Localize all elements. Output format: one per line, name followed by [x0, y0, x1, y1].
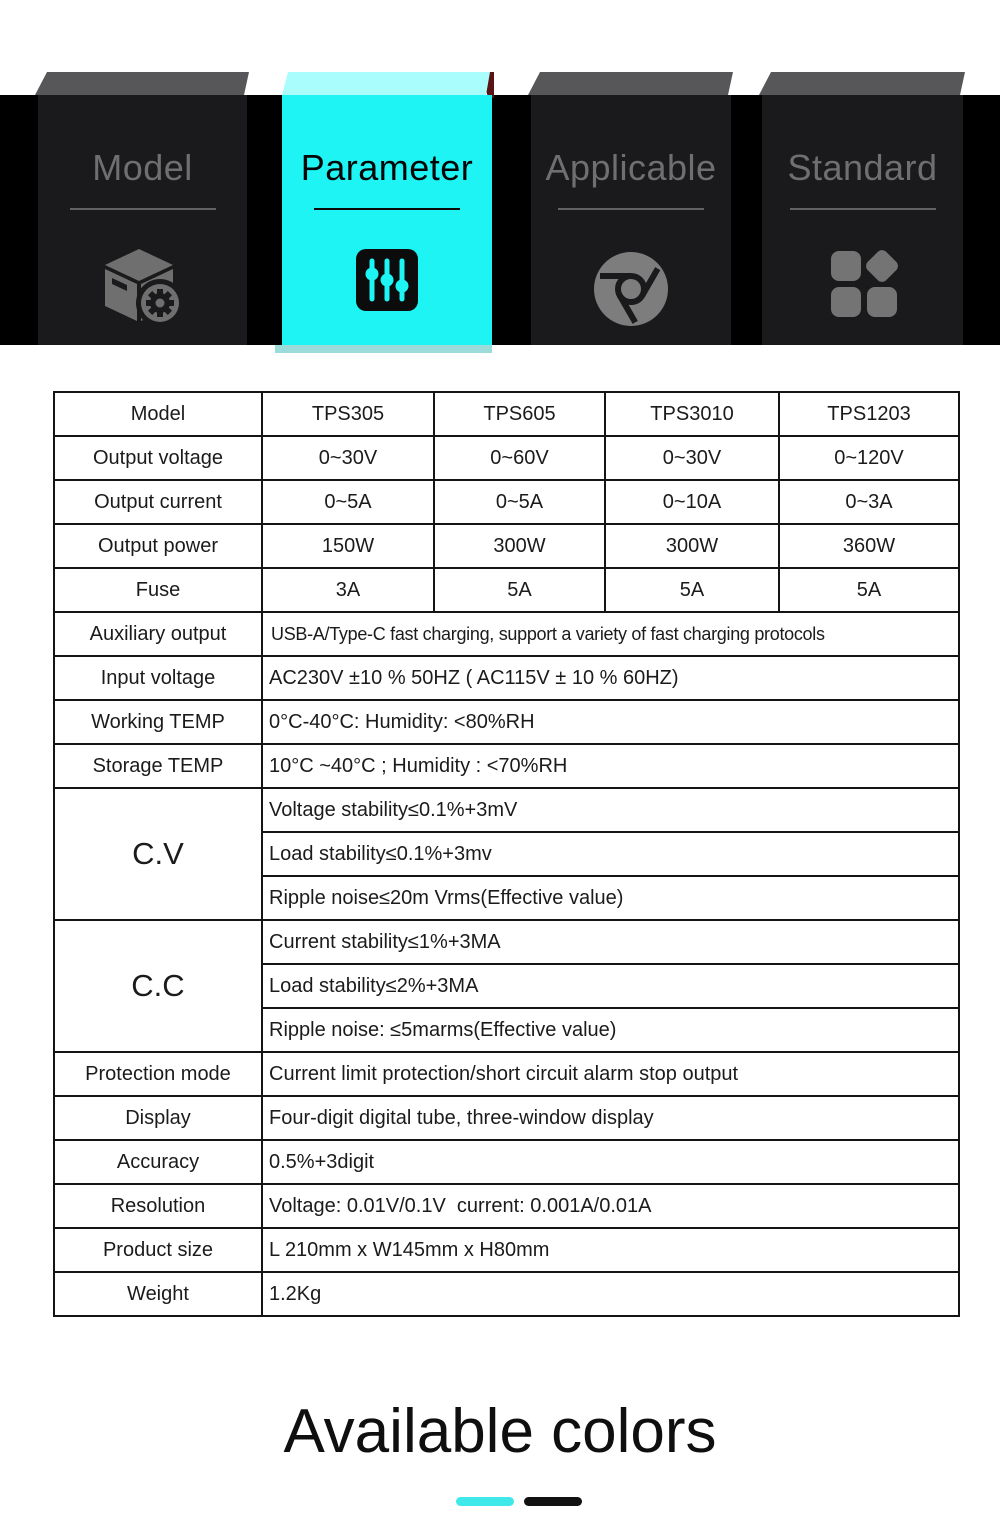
row-value: Ripple noise: ≤5marms(Effective value): [262, 1008, 959, 1052]
table-row: [54, 656, 959, 700]
row-value: 0~10A: [605, 480, 779, 524]
tab-top-flap: [759, 72, 968, 95]
tab-model[interactable]: [38, 95, 247, 345]
table-row: [54, 788, 959, 832]
row-label: Display: [54, 1096, 262, 1140]
row-value: 0°C-40°C: Humidity: <80%RH: [262, 700, 959, 744]
row-label: Output power: [54, 524, 262, 568]
table-row: [54, 1140, 959, 1184]
table-row: [54, 744, 959, 788]
row-value: 0.5%+3digit: [262, 1140, 959, 1184]
table-row: [54, 1096, 959, 1140]
tab-label: Applicable: [545, 147, 717, 188]
table-row: [54, 1052, 959, 1096]
row-value: 0~60V: [434, 436, 605, 480]
sliders-icon: [354, 247, 420, 318]
tab-label: Parameter: [300, 147, 474, 188]
box-gear-icon: [99, 247, 187, 332]
row-value: 0~5A: [262, 480, 434, 524]
color-swatch-cyan: [456, 1497, 514, 1506]
row-value: AC230V ±10 % 50HZ ( AC115V ± 10 % 60HZ): [262, 656, 959, 700]
row-value: 300W: [434, 524, 605, 568]
column-header: TPS605: [434, 392, 605, 436]
color-swatch-black: [524, 1497, 582, 1506]
row-value: Load stability≤0.1%+3mv: [262, 832, 959, 876]
table-row: [54, 480, 959, 524]
column-header: TPS1203: [779, 392, 959, 436]
row-value: Current stability≤1%+3MA: [262, 920, 959, 964]
row-value: 0~30V: [605, 436, 779, 480]
tab-top-flap: [528, 72, 736, 95]
row-value: Ripple noise≤20m Vrms(Effective value): [262, 876, 959, 920]
row-value: Voltage: 0.01V/0.1V current: 0.001A/0.01A: [262, 1184, 959, 1228]
row-label: Protection mode: [54, 1052, 262, 1096]
tab-underline: [314, 208, 460, 210]
row-label: Storage TEMP: [54, 744, 262, 788]
row-label: Input voltage: [54, 656, 262, 700]
row-label: Output current: [54, 480, 262, 524]
row-value: Load stability≤2%+3MA: [262, 964, 959, 1008]
shapes-grid-icon: [823, 247, 903, 332]
row-label: Product size: [54, 1228, 262, 1272]
table-row: [54, 1272, 959, 1316]
row-value: 0~3A: [779, 480, 959, 524]
tab-standard[interactable]: [762, 95, 963, 345]
table-row: [54, 524, 959, 568]
table-row: [54, 1228, 959, 1272]
row-value: 0~120V: [779, 436, 959, 480]
table-row: [54, 700, 959, 744]
tab-label: Model: [92, 147, 193, 188]
page-title: Available colors: [283, 1397, 717, 1466]
spec-table: [53, 391, 960, 1317]
row-value: Current limit protection/short circuit alarm stop output: [262, 1052, 959, 1096]
row-value: 5A: [605, 568, 779, 612]
chrome-icon: [589, 247, 673, 336]
table-row: [54, 568, 959, 612]
table-row: [54, 920, 959, 964]
tab-underline: [70, 208, 216, 210]
active-tab-shadow-strip: [275, 345, 492, 353]
row-label: Weight: [54, 1272, 262, 1316]
tab-parameter[interactable]: [282, 95, 492, 345]
row-value: 5A: [779, 568, 959, 612]
corner-header: Model: [54, 392, 262, 436]
tab-top-flap: [282, 72, 495, 95]
table-row: [54, 1184, 959, 1228]
row-label: C.V: [54, 788, 262, 920]
tab-underline: [558, 208, 704, 210]
tab-applicable[interactable]: [531, 95, 731, 345]
row-value: L 210mm x W145mm x H80mm: [262, 1228, 959, 1272]
tab-top-flap: [35, 72, 252, 95]
row-value: 5A: [434, 568, 605, 612]
row-label: Fuse: [54, 568, 262, 612]
table-row: [54, 392, 959, 436]
row-value: Voltage stability≤0.1%+3mV: [262, 788, 959, 832]
row-label: Working TEMP: [54, 700, 262, 744]
row-value: 0~5A: [434, 480, 605, 524]
row-label: Output voltage: [54, 436, 262, 480]
row-value: 10°C ~40°C ; Humidity : <70%RH: [262, 744, 959, 788]
row-label: C.C: [54, 920, 262, 1052]
row-value: USB-A/Type-C fast charging, support a variety of fast charging protocols: [262, 612, 959, 656]
table-row: [54, 612, 959, 656]
row-label: Auxiliary output: [54, 612, 262, 656]
row-value: 150W: [262, 524, 434, 568]
row-value: Four-digit digital tube, three-window display: [262, 1096, 959, 1140]
row-value: 3A: [262, 568, 434, 612]
row-value: 1.2Kg: [262, 1272, 959, 1316]
row-label: Accuracy: [54, 1140, 262, 1184]
spec-table-body: [54, 392, 959, 1316]
row-value: 360W: [779, 524, 959, 568]
column-header: TPS305: [262, 392, 434, 436]
tab-underline: [790, 208, 936, 210]
tab-label: Standard: [787, 147, 938, 188]
row-label: Resolution: [54, 1184, 262, 1228]
table-row: [54, 436, 959, 480]
row-value: 300W: [605, 524, 779, 568]
row-value: 0~30V: [262, 436, 434, 480]
column-header: TPS3010: [605, 392, 779, 436]
